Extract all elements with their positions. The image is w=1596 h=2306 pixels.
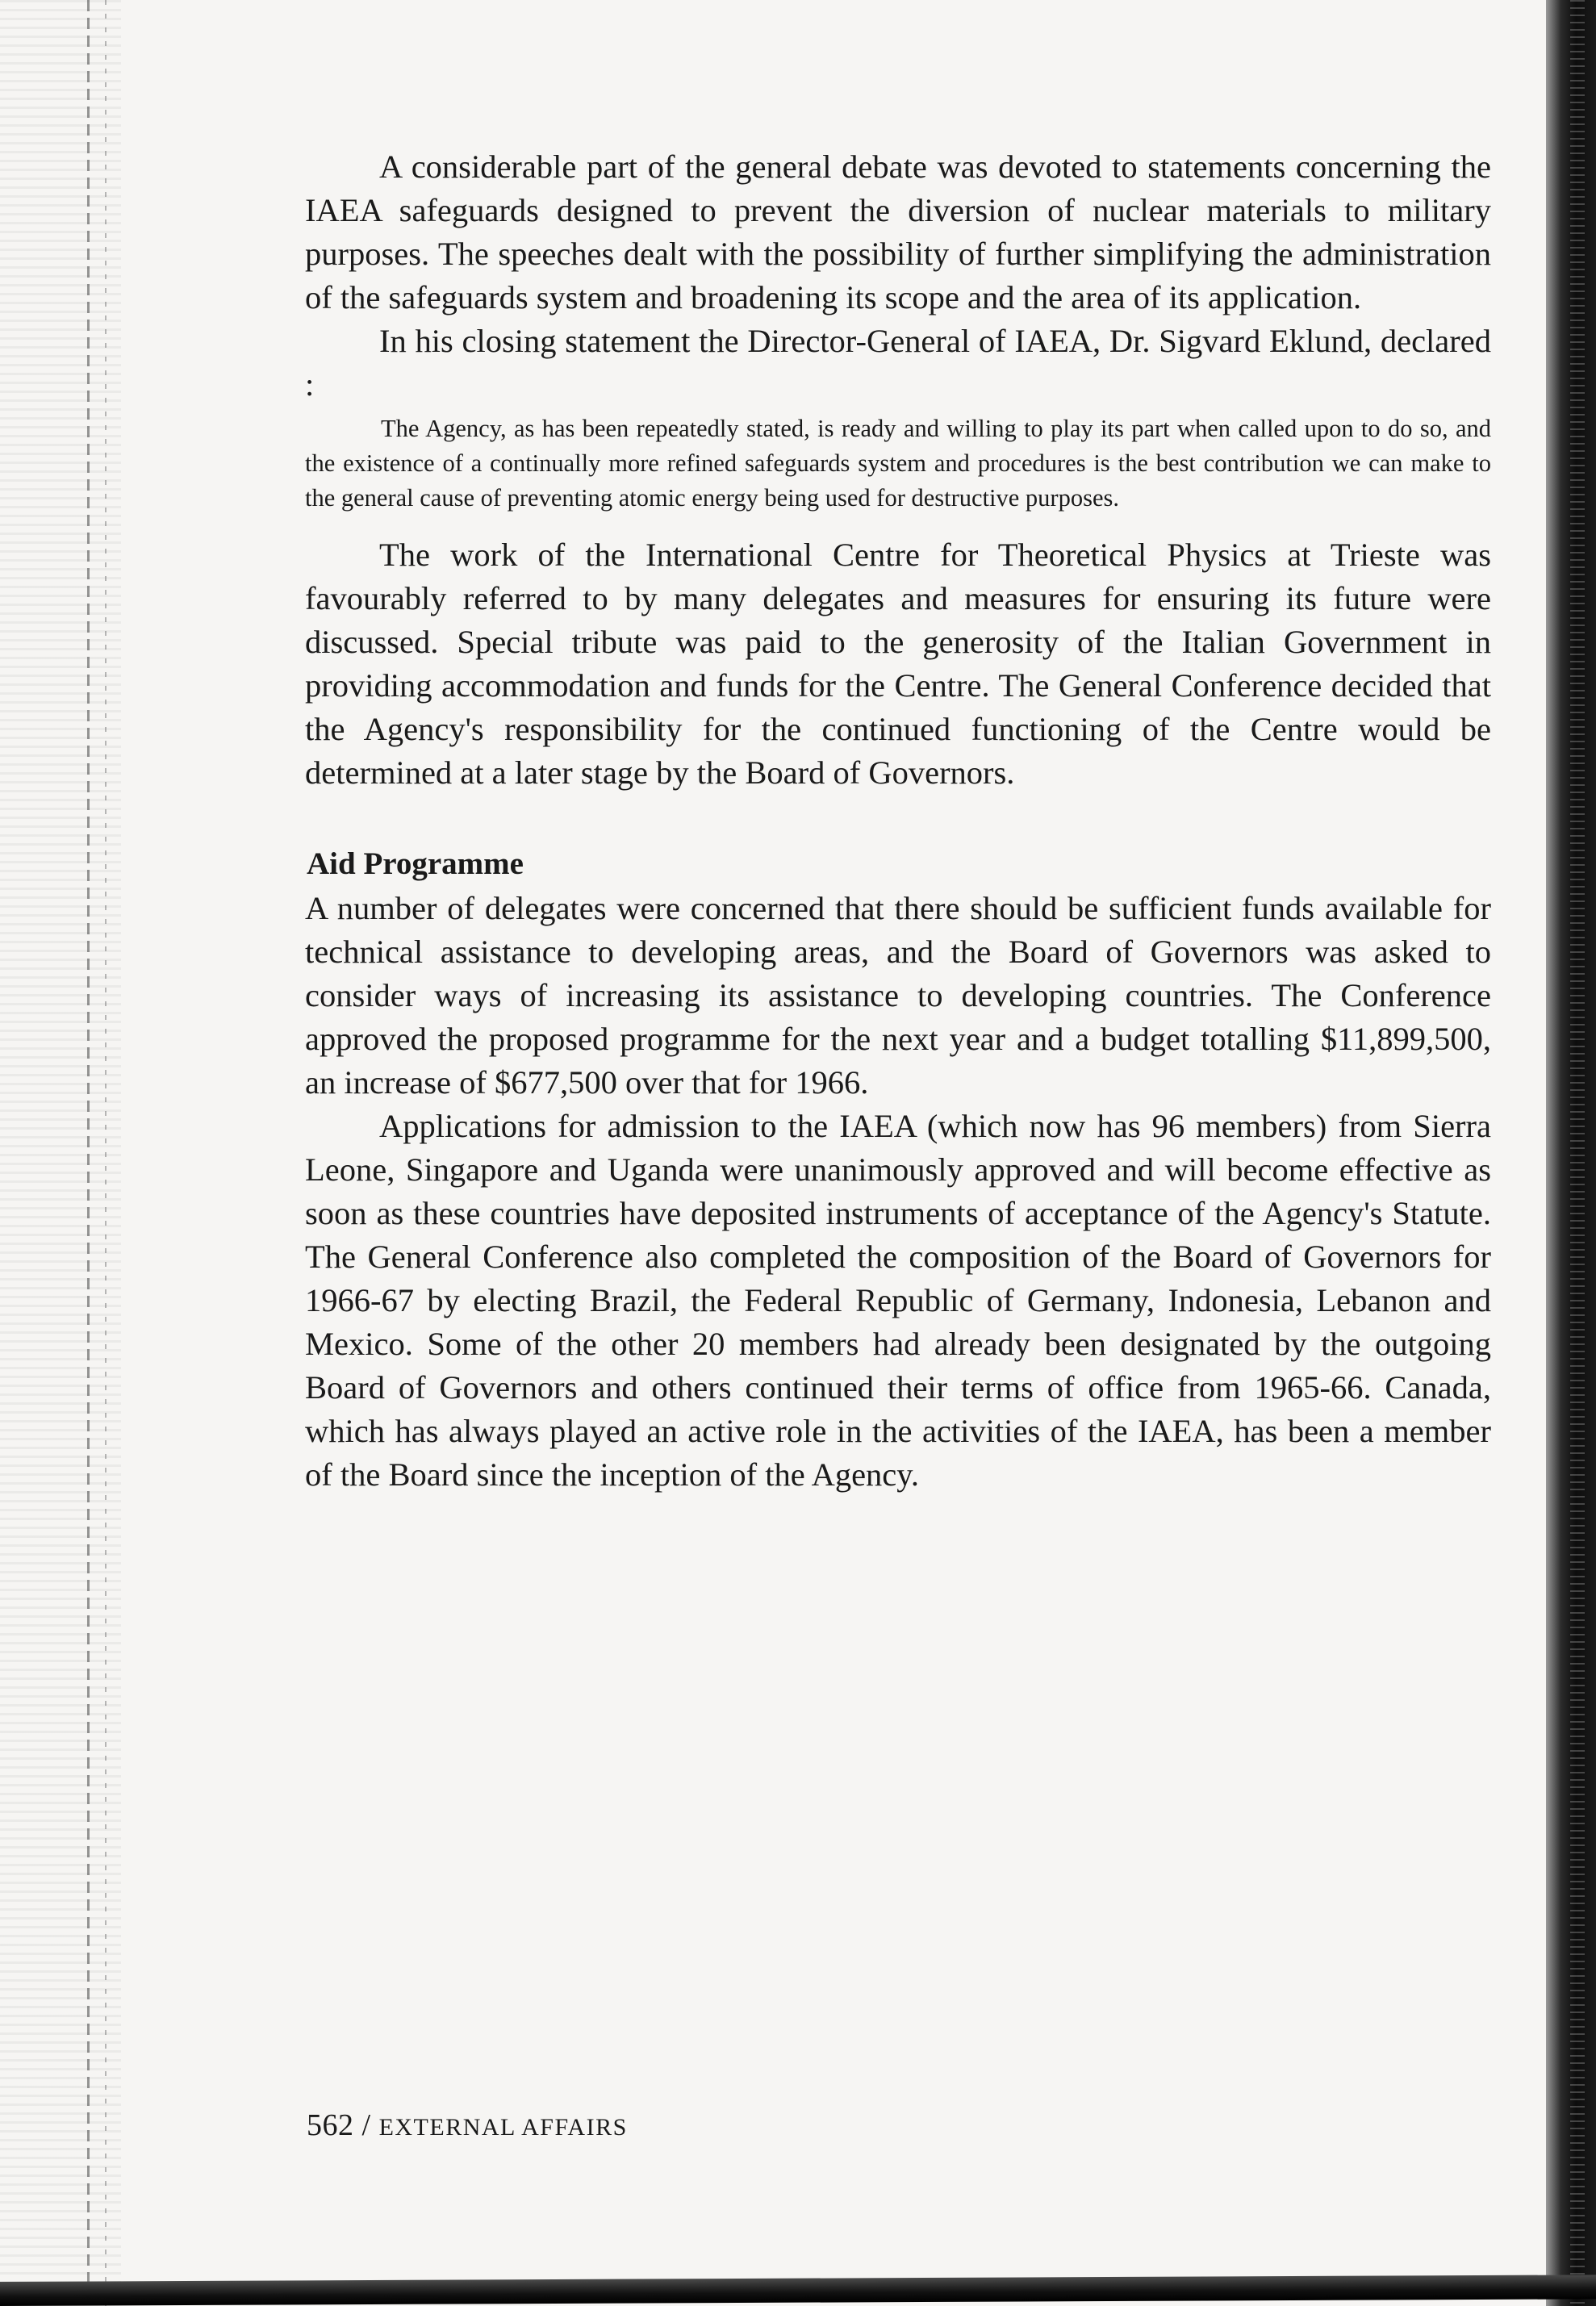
block-quote: The Agency, as has been repeatedly stated, is ready and willing to play its part when called upon to do so, and the existence of a continually more refined safeguards system and procedures is the best contribution we can make to the general cause of preventing atomic energy being used for destructive purposes. <box>305 415 1491 512</box>
paragraph-trieste-centre: The work of the International Centre for Theoretical Physics at Trieste was favourably referred to by many delegates and measures for ensuring its future were discussed. Special tribute was paid to the generosity of the Italian Government in providing accommodation and funds for the Centre. The General Conference decided that the Agency's responsibility for the continued functioning of the Centre would be determined at a later stage by the Board of Governors. <box>305 537 1491 791</box>
page-edge-speckle <box>1570 0 1585 2306</box>
paragraph-safeguards: A considerable part of the general debate was devoted to statements concerning the IAEA safeguards designed to prevent the diversion of nuclear materials to military purposes. The speeches dealt with the possibility of further simplifying the administration of the safeguards system and broadening its scope and the area of its application. <box>305 148 1491 315</box>
binding-line <box>87 0 90 2306</box>
paragraph-membership: Applications for admission to the IAEA (which now has 96 members) from Sierra Leone, Singapore and Uganda were unanimously approved and will become effective as soon as these countries have deposited instruments of acceptance of the Agency's Statute. The General Conference also completed the composition of the Board of Governors for 1966-67 by electing Brazil, the Federal Republic of Germany, Indonesia, Lebanon and Mexico. Some of the other 20 members had already been designated by the outgoing Board of Governors and others continued their terms of office from 1965-66. Canada, which has always played an active role in the activities of the IAEA, has been a member of the Board since the inception of the Agency. <box>305 1108 1491 1493</box>
footer-separator: / <box>353 2108 379 2142</box>
page-body <box>305 145 1491 1497</box>
binding-line <box>105 0 107 2306</box>
paragraph-closing-statement: In his closing statement the Director-General of IAEA, Dr. Sigvard Eklund, declared : <box>305 323 1491 403</box>
section-heading: Aid Programme <box>307 846 524 881</box>
paragraph-aid-programme: A number of delegates were concerned that there should be sufficient funds available for technical assistance to developing areas, and the Board of Governors was asked to consider ways of increasing its assistance to developing countries. The Conference approved the proposed programme for the next year and a budget totalling $11,899,500, an increase of $677,500 over that for 1966. <box>305 890 1491 1101</box>
page-number: 562 <box>307 2108 354 2142</box>
publication-title: EXTERNAL AFFAIRS <box>378 2114 628 2141</box>
page-footer <box>307 2108 628 2143</box>
page-bottom-edge <box>0 2275 1596 2306</box>
binding-shadow <box>0 0 121 2306</box>
